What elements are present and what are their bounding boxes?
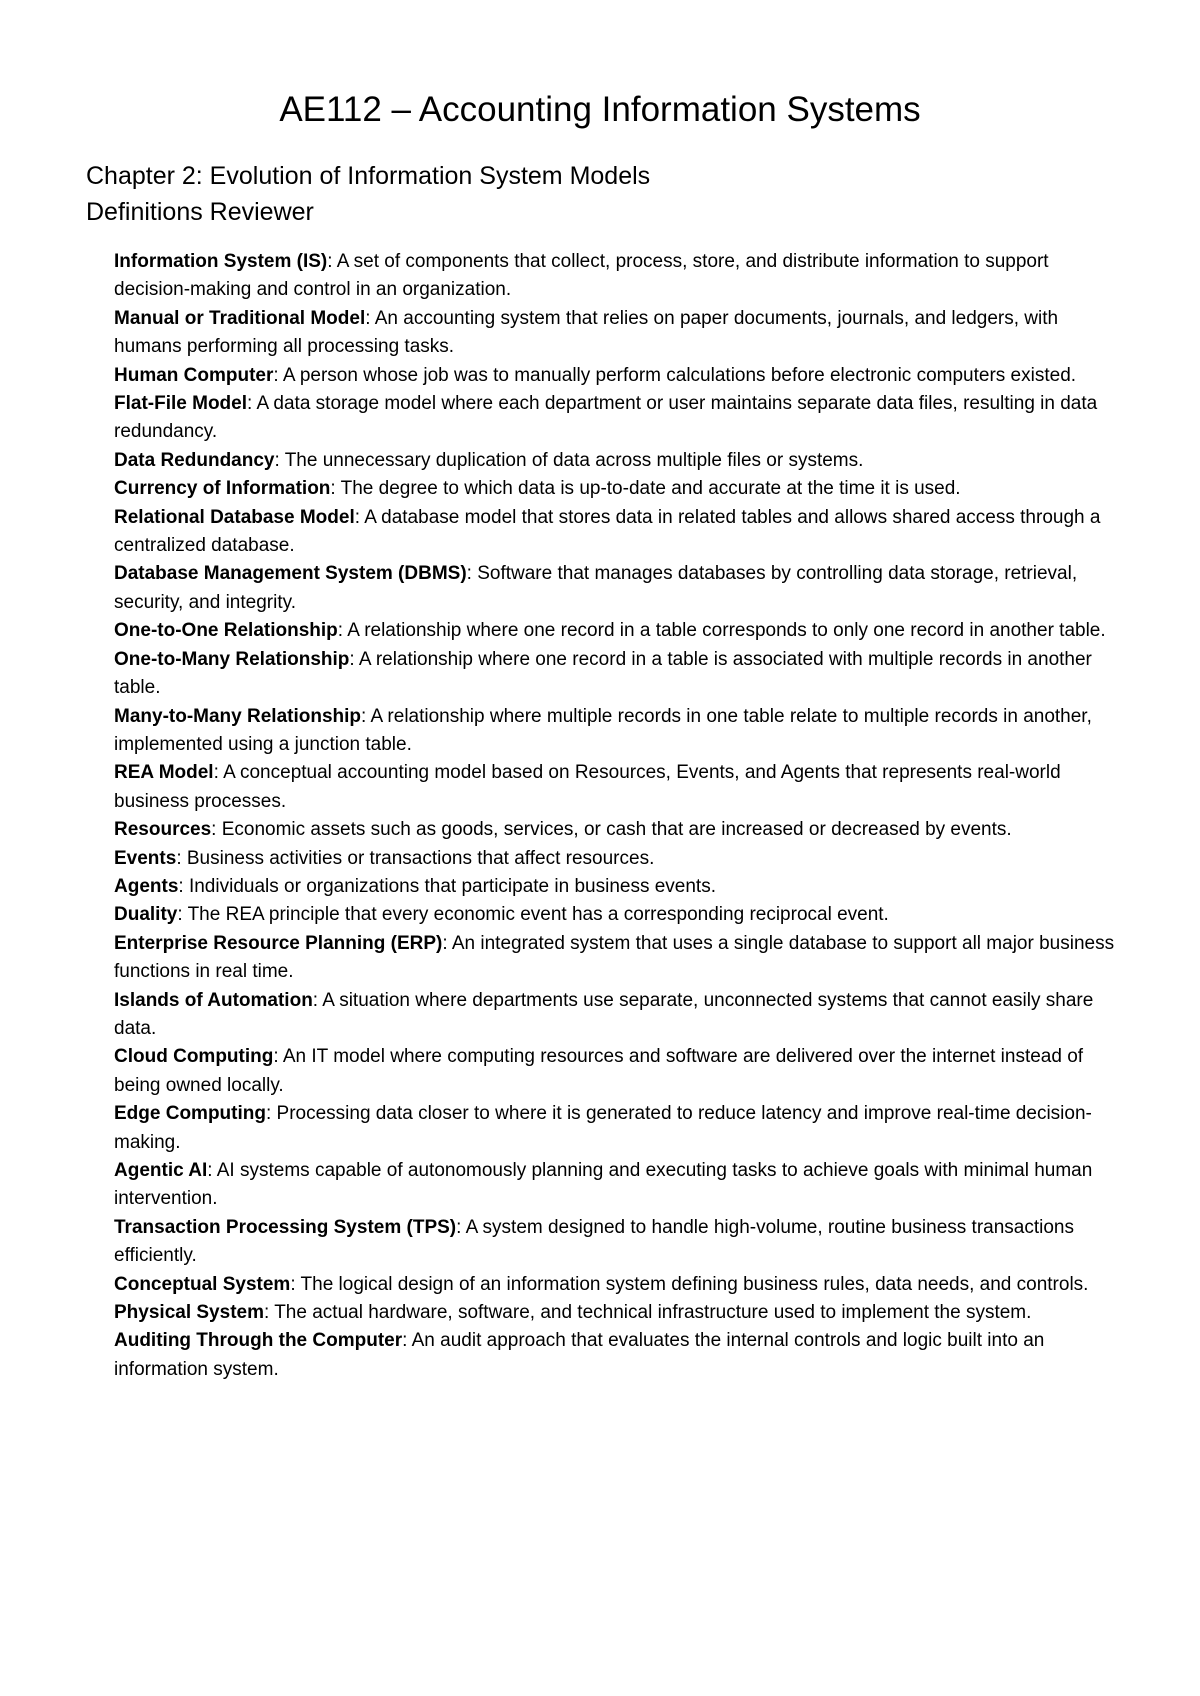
definition-item (114, 1299, 1124, 1327)
definition-text: : Individuals or organizations that participate in business events. (178, 875, 716, 897)
definition-term: Events (114, 847, 177, 869)
definition-item (114, 987, 1124, 1044)
definition-item (114, 845, 1124, 873)
definition-term: Auditing Through the Computer (114, 1330, 403, 1352)
definition-item (114, 703, 1124, 760)
definition-item (114, 390, 1124, 447)
definition-text: : The REA principle that every economic event has a corresponding reciprocal event. (177, 904, 889, 926)
definition-term: Physical System (114, 1302, 264, 1324)
definition-text: : An accounting system that relies on paper documents, journals, and ledgers, with humans performing all processing tasks. (114, 307, 1059, 358)
definition-text: : AI systems capable of autonomously planning and executing tasks to achieve goals with minimal human intervention. (114, 1160, 1093, 1210)
definition-item (114, 1327, 1124, 1384)
definition-text: : Software that manages databases by controlling data storage, retrieval, security, and integrity. (114, 563, 1078, 613)
definition-text: : A data storage model where each department or user maintains separate data files, resulting in data redundancy. (114, 393, 1098, 443)
definition-term: Duality (114, 904, 178, 926)
definition-text: : A set of components that collect, process, store, and distribute information to support decision-making and control in an organization. (114, 251, 1049, 301)
definition-item (114, 1214, 1124, 1271)
definition-term: Conceptual System (114, 1273, 291, 1295)
definition-text: : A person whose job was to manually perform calculations before electronic computers existed. (273, 364, 1077, 386)
definition-text: : A relationship where one record in a table is associated with multiple records in another table. (114, 648, 1092, 699)
definition-term: Human Computer (114, 364, 274, 386)
definition-text: : Economic assets such as goods, services, or cash that are increased or decreased by events. (211, 819, 1012, 841)
definition-text: : Processing data closer to where it is generated to reduce latency and improve real-time decision-making. (114, 1103, 1092, 1153)
definition-text: : An audit approach that evaluates the internal controls and logic built into an information system. (114, 1330, 1045, 1380)
definition-text: : A situation where departments use separate, unconnected systems that cannot easily share data. (114, 989, 1094, 1039)
definition-term: REA Model (114, 762, 214, 784)
definition-term: One-to-One Relationship (114, 620, 338, 642)
definition-text: : An integrated system that uses a single database to support all major business functions in real time. (114, 932, 1115, 983)
definition-text: : Business activities or transactions that affect resources. (176, 847, 655, 869)
definition-term: Resources (114, 819, 212, 841)
definition-text: : The actual hardware, software, and technical infrastructure used to implement the system. (263, 1302, 1032, 1324)
definition-term: One-to-Many Relationship (114, 648, 350, 670)
definition-term: Islands of Automation (114, 989, 313, 1011)
definition-term: Manual or Traditional Model (114, 307, 366, 329)
definition-term: Database Management System (DBMS) (114, 563, 467, 585)
definition-text: : The logical design of an information system defining business rules, data needs, and controls. (290, 1273, 1089, 1295)
definition-item (114, 248, 1124, 305)
document-title: AE112 – Accounting Information Systems (279, 90, 921, 129)
definition-text: : A system designed to handle high-volume, routine business transactions efficiently. (114, 1216, 1074, 1267)
definition-text: : A conceptual accounting model based on Resources, Events, and Agents that represents real-world business processes. (114, 762, 1061, 812)
definition-item (114, 1271, 1124, 1299)
reviewer-heading: Definitions Reviewer (86, 198, 314, 226)
definition-text: : A relationship where one record in a table corresponds to only one record in another table. (337, 620, 1106, 642)
definition-item (114, 901, 1124, 929)
definition-item (114, 646, 1124, 703)
definition-term: Relational Database Model (114, 506, 355, 528)
definition-item (114, 617, 1124, 645)
definition-item (114, 1043, 1124, 1100)
definition-term: Transaction Processing System (TPS) (114, 1216, 457, 1238)
definition-term: Cloud Computing (114, 1046, 274, 1068)
chapter-heading: Chapter 2: Evolution of Information System Models (86, 162, 651, 190)
definition-term: Currency of Information (114, 478, 331, 500)
definition-term: Enterprise Resource Planning (ERP) (114, 932, 443, 954)
definition-term: Agents (114, 875, 179, 897)
definition-item (114, 1157, 1124, 1214)
definition-item (114, 816, 1124, 844)
definition-term: Many-to-Many Relationship (114, 705, 362, 727)
definition-text: : The degree to which data is up-to-date and accurate at the time it is used. (330, 478, 961, 500)
definition-term: Flat-File Model (114, 393, 247, 415)
definition-item (114, 1100, 1124, 1157)
definition-item (114, 873, 1124, 901)
definition-text: : A database model that stores data in related tables and allows shared access through a centralized database. (114, 506, 1101, 557)
definition-item (114, 305, 1124, 362)
definition-item (114, 930, 1124, 987)
definition-text: : A relationship where multiple records in one table relate to multiple records in another, implemented using a junction table. (114, 705, 1092, 755)
definition-item (114, 504, 1124, 561)
definition-term: Edge Computing (114, 1103, 266, 1125)
definitions-list (114, 248, 1124, 1384)
definition-term: Data Redundancy (114, 449, 275, 471)
definition-term: Information System (IS) (114, 251, 328, 272)
definition-item (114, 560, 1124, 617)
definition-item (114, 759, 1124, 816)
definition-item (114, 475, 1124, 503)
definition-text: : The unnecessary duplication of data across multiple files or systems. (274, 449, 864, 471)
definition-term: Agentic AI (114, 1160, 208, 1181)
definition-item (114, 447, 1124, 475)
definition-text: : An IT model where computing resources and software are delivered over the internet instead of being owned locally. (114, 1046, 1084, 1096)
definition-item (114, 362, 1124, 390)
